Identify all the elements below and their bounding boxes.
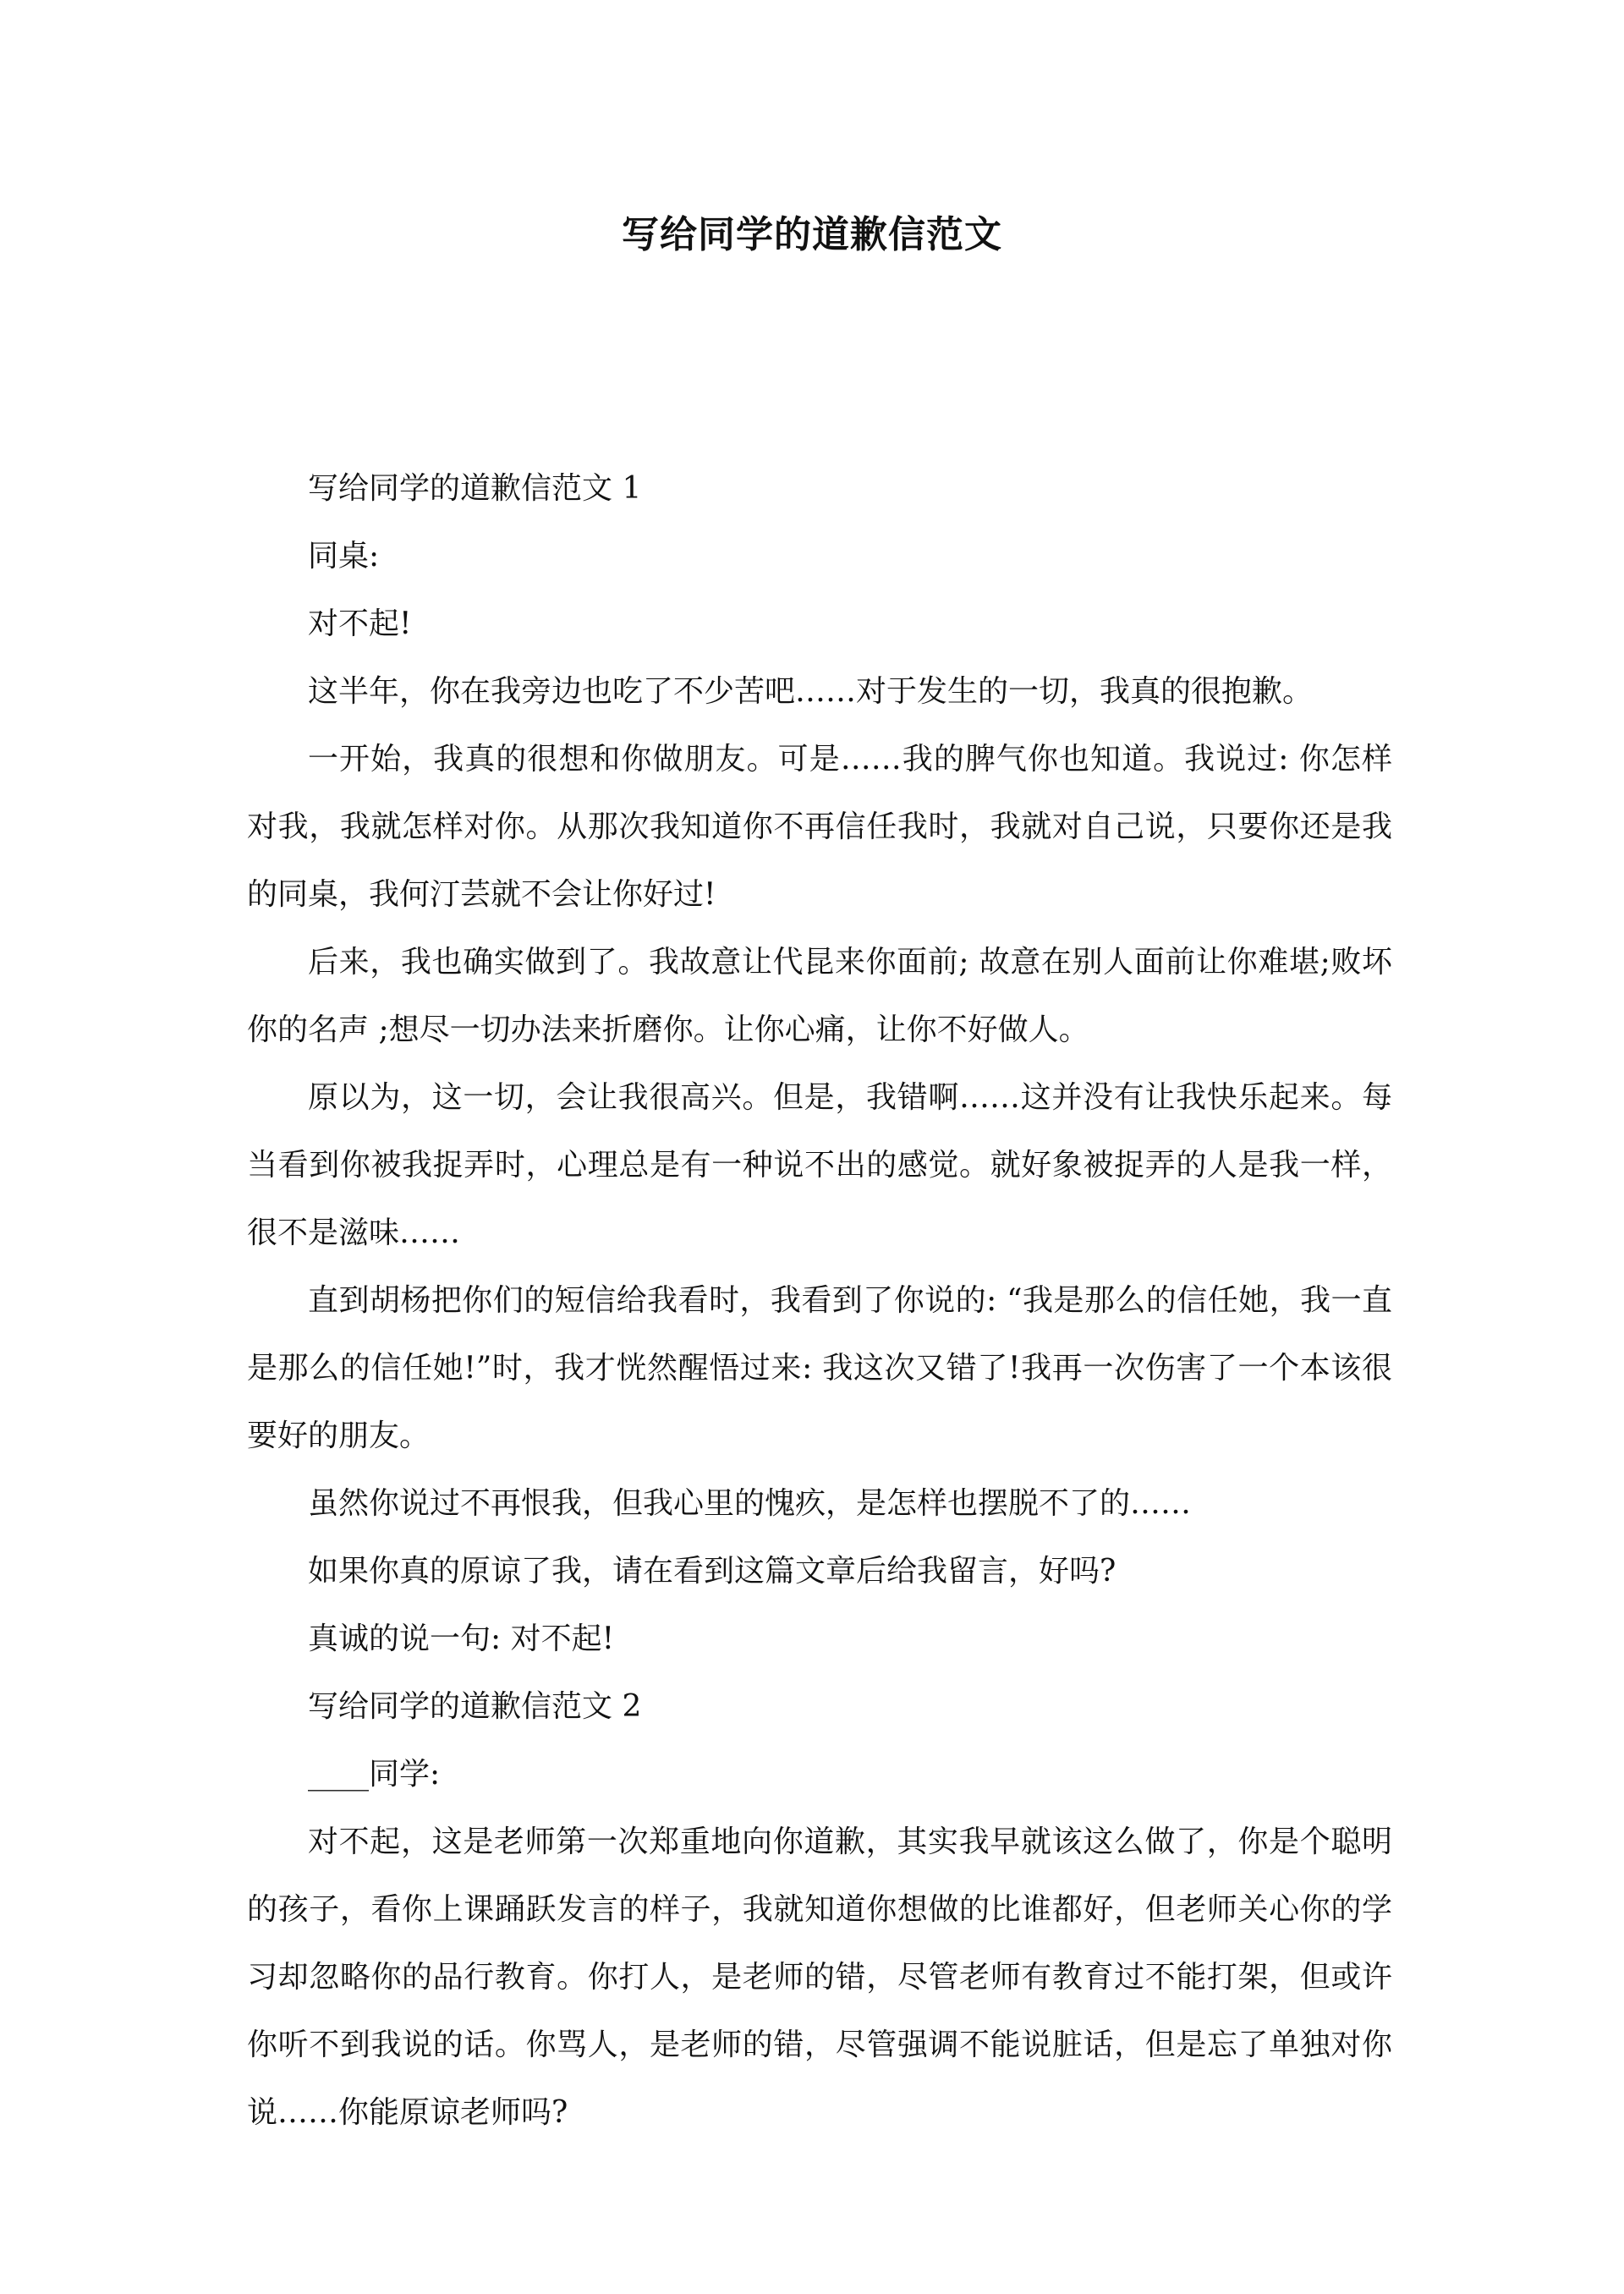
document-body — [247, 455, 1392, 2147]
paragraph: 原以为，这一切，会让我很高兴。但是，我错啊……这并没有让我快乐起来。每当看到你被我捉弄时，心理总是有一种说不出的感觉。就好象被捉弄的人是我一样，很不是滋味…… — [247, 1080, 1392, 1250]
paragraph: 一开始，我真的很想和你做朋友。可是……我的脾气你也知道。我说过: 你怎样对我，我就怎样对你。从那次我知道你不再信任我时，我就对自己说，只要你还是我的同桌，我何汀芸就不会让你好过! — [247, 742, 1392, 912]
paragraph: 后来，我也确实做到了。我故意让代昆来你面前; 故意在别人面前让你难堪;败坏你的名声 ;想尽一切办法来折磨你。让你心痛，让你不好做人。 — [247, 945, 1392, 1047]
paragraph: 对不起! — [308, 606, 412, 641]
paragraph: 对不起，这是老师第一次郑重地向你道歉，其实我早就该这么做了，你是个聪明的孩子，看你上课踊跃发言的样子，我就知道你想做的比谁都好，但老师关心你的学习却忽略你的品行教育。你打人，是老师的错，尽管老师有教育过不能打架，但或许你听不到我说的话。你骂人，是老师的错，尽管强调不能说脏话，但是忘了单独对你说……你能原谅老师吗? — [247, 1825, 1392, 2130]
paragraph: 真诚的说一句: 对不起! — [308, 1622, 615, 1656]
paragraph: 虽然你说过不再恨我，但我心里的愧疚，是怎样也摆脱不了的…… — [308, 1486, 1192, 1521]
paragraph: 这半年，你在我旁边也吃了不少苦吧……对于发生的一切，我真的很抱歉。 — [308, 674, 1314, 709]
paragraph: 如果你真的原谅了我，请在看到这篇文章后给我留言，好吗? — [308, 1554, 1116, 1589]
heading-sample-1: 写给同学的道歉信范文 1 — [308, 471, 642, 506]
document-title: 写给同学的道歉信范文 — [622, 213, 1002, 256]
paragraph: 直到胡杨把你们的短信给我看时，我看到了你说的: “我是那么的信任她，我一直是那么的信任她!”时，我才恍然醒悟过来: 我这次又错了!我再一次伤害了一个本该很要好的朋友。 — [247, 1283, 1392, 1453]
salutation-1: 同桌: — [308, 539, 380, 574]
heading-sample-2: 写给同学的道歉信范文 2 — [308, 1689, 642, 1724]
salutation-2: ____同学: — [308, 1757, 441, 1792]
